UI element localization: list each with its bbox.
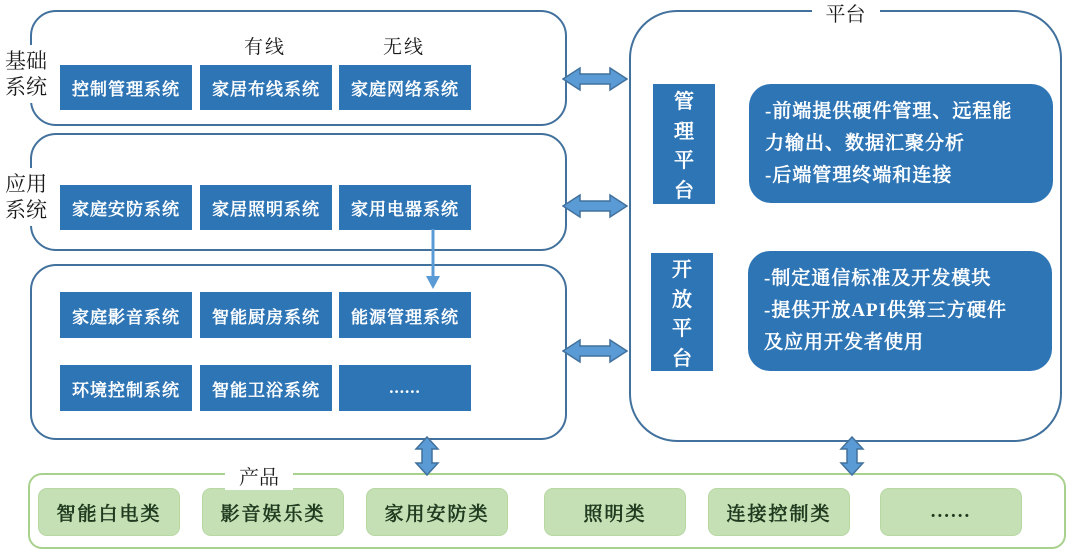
platform-container [629, 4, 1062, 442]
base-system-container [5, 10, 567, 126]
system-box-control-management: 控制管理系统 [60, 65, 192, 110]
app-system-container [5, 133, 567, 251]
system-box-smart-kitchen: 智能厨房系统 [200, 292, 332, 338]
product-box-ellipsis: ...... [880, 488, 1022, 536]
double-arrow-icon [562, 338, 628, 369]
double-arrow-icon [562, 193, 628, 224]
system-box-environment-control: 环境控制系统 [60, 365, 192, 411]
down-arrow-icon [423, 229, 443, 295]
product-box-lighting: 照明类 [544, 488, 686, 536]
double-arrow-vertical-icon [839, 436, 865, 481]
system-box-home-lighting: 家居照明系统 [200, 185, 332, 230]
open-platform-box: 开 放 平 台 [651, 253, 713, 371]
products-container [28, 467, 1066, 549]
base-system-label: 基础 系统 [2, 45, 50, 103]
products-title: 产品 [225, 461, 293, 490]
extended-system-container [30, 264, 567, 440]
wired-label: 有线 [243, 37, 286, 58]
management-platform-description: -前端提供硬件管理、远程能 力输出、数据汇聚分析 -后端管理终端和连接 [749, 84, 1053, 203]
product-box-home-security: 家用安防类 [366, 488, 508, 536]
system-box-home-security: 家庭安防系统 [60, 185, 192, 230]
system-box-smart-bathroom: 智能卫浴系统 [200, 365, 332, 411]
open-platform-description: -制定通信标准及开发模块 -提供开放API供第三方硬件 及应用开发者使用 [748, 251, 1052, 371]
system-box-home-network: 家庭网络系统 [339, 65, 471, 110]
product-box-smart-white-goods: 智能白电类 [38, 488, 180, 536]
double-arrow-icon [562, 66, 628, 97]
app-system-label: 应用 系统 [2, 168, 50, 226]
system-box-home-av: 家庭影音系统 [60, 292, 192, 338]
product-box-connect-control: 连接控制类 [708, 488, 850, 536]
management-platform-box: 管 理 平 台 [653, 84, 715, 204]
system-box-ellipsis: ...... [339, 365, 471, 411]
platform-title: 平台 [812, 0, 880, 27]
double-arrow-vertical-icon [414, 436, 440, 481]
product-box-av-entertainment: 影音娱乐类 [202, 488, 344, 536]
system-box-home-appliance: 家用电器系统 [339, 185, 471, 230]
system-box-home-wiring: 家居布线系统 [200, 65, 332, 110]
wireless-label: 无线 [382, 37, 425, 58]
system-box-energy-management: 能源管理系统 [339, 292, 471, 338]
